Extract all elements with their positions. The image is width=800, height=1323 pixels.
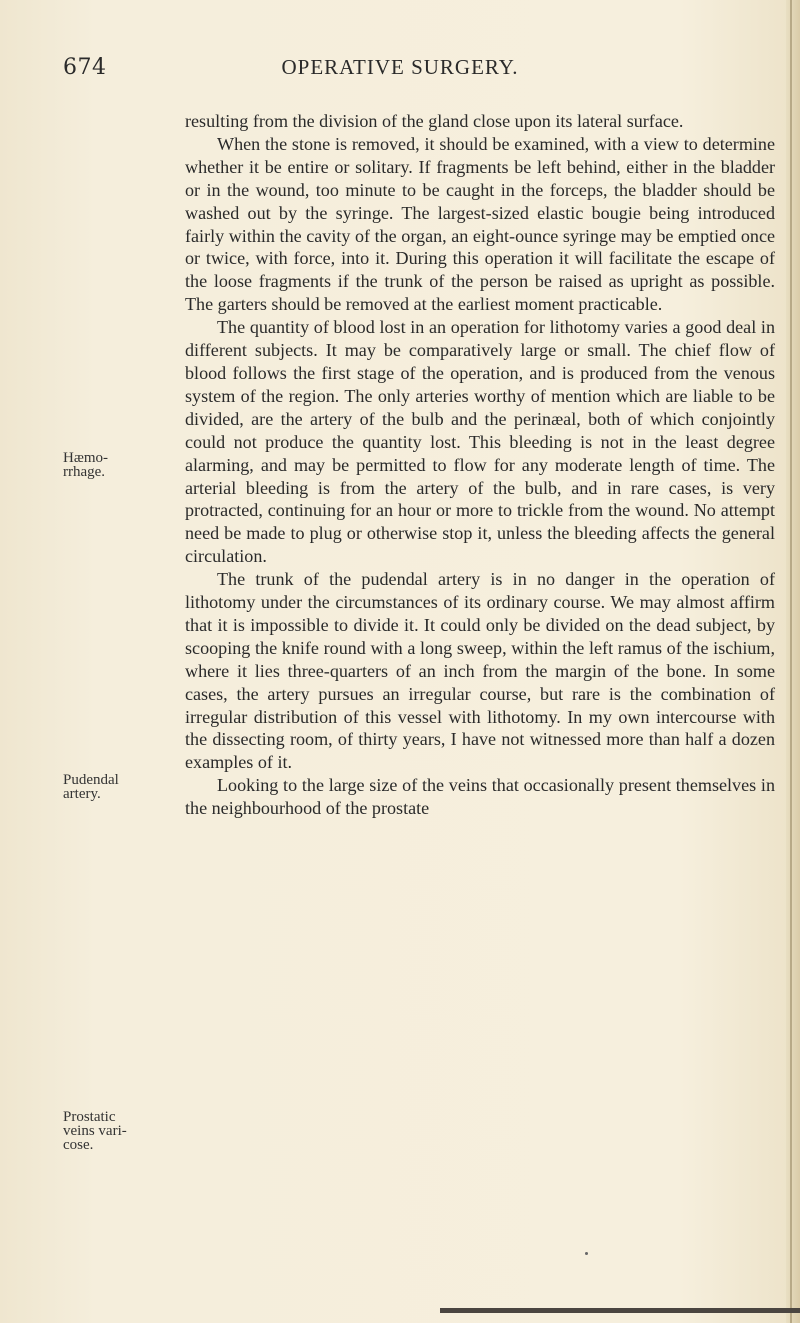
paragraph-stone-examined: When the stone is removed, it should be examined, with a view to determine whether it be entire or solitary. If fragments be left behind, either in the bladder or in the wound, too minute to be caught in the forceps, the bladder should be washed out by the syringe. The largest-sized elastic bougie being introduced fairly within the cavity of the organ, an eight-ounce syringe may be emptied once or twice, with force, into it. During this operation it will facilitate the escape of the loose fragments if the trunk of the person be raised as upright as possible. The garters should be removed at the earliest moment practicable. [185, 133, 775, 315]
page-number: 674 [63, 55, 107, 80]
print-speck [585, 1252, 588, 1255]
body-text [185, 110, 775, 820]
paragraph-prostatic-veins: Looking to the large size of the veins that occasionally present themselves in the neighbourhood of the prostate [185, 775, 775, 819]
paragraph-pudendal-artery: The trunk of the pudendal artery is in no danger in the operation of lithotomy under the circumstances of its ordinary course. We may almost affirm that it is impossible to divide it. It could only be divided on the dead subject, by scooping the knife round with a long sweep, within the left ramus of the ischium, where it lies three-quarters of an inch from the margin of the bone. In some cases, the artery pursues an irregular course, but rare is the combination of irregular distribution of this vessel with lithotomy. In my own intercourse with the dissecting room, of thirty years, I have not witnessed more than half a dozen examples of it. [185, 569, 775, 773]
page-header [0, 55, 800, 85]
margin-note-haemorrhage: Hæmo- rrhage. [63, 450, 108, 480]
paragraph-haemorrhage: The quantity of blood lost in an operation for lithotomy varies a good deal in different subjects. It may be comparatively large or small. The chief flow of blood follows the first stage of the operation, and is produced from the venous system of the region. The only arteries worthy of mention which are liable to be divided, are the artery of the bulb and the perinæal, both of which conjointly could not produce the quantity lost. This bleeding is not in the least degree alarming, and may be permitted to flow for any moderate length of time. The arterial bleeding is from the artery of the bulb, and in rare cases, is very protracted, continuing for an hour or more to trickle from the wound. No attempt need be made to plug or otherwise stop it, unless the bleeding affects the general circulation. [185, 317, 775, 567]
page-edge-line [790, 0, 792, 1323]
margin-note-prostatic-veins: Prostatic veins vari- cose. [63, 1109, 127, 1153]
paragraph-continuation: resulting from the division of the gland close upon its lateral surface. [185, 111, 684, 131]
scan-border-bar [440, 1308, 800, 1313]
margin-note-pudendal-artery: Pudendal artery. [63, 772, 119, 802]
page-edge [786, 0, 800, 1323]
running-title: OPERATIVE SURGERY. [281, 55, 519, 79]
